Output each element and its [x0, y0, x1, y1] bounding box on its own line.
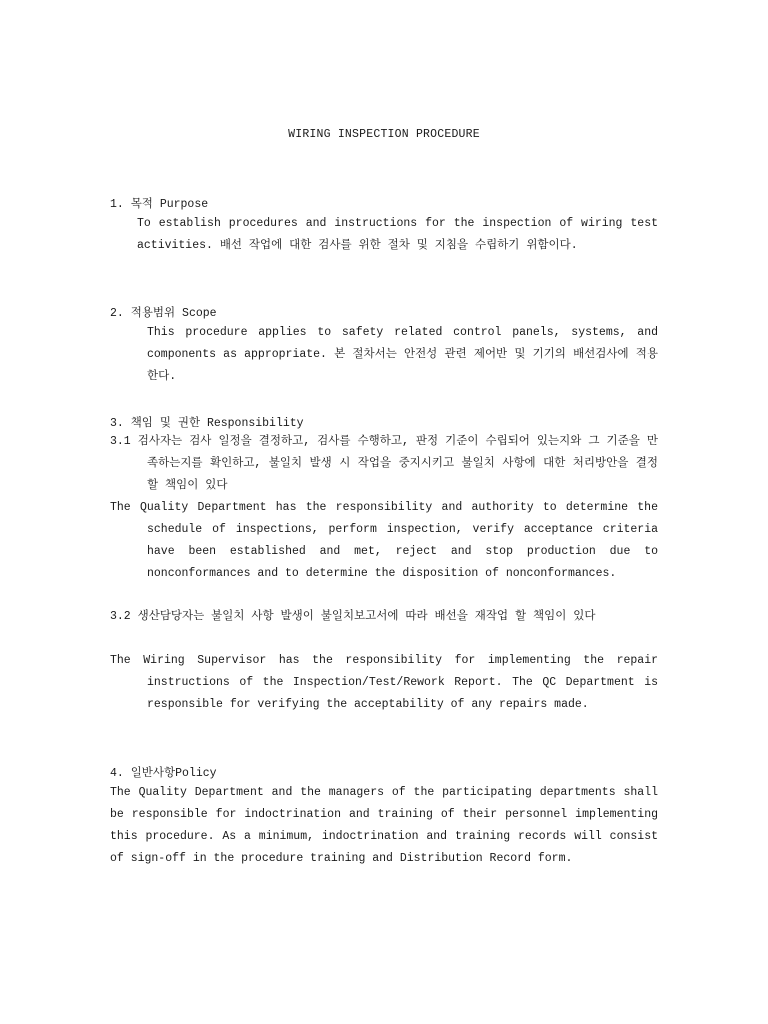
responsibility-item-3-1-english: The Quality Department has the responsibility and authority to determine the schedule of inspections, perform inspection, verify acceptance criteria have been established and met, reject and stop production due to nonconformances and to determine the disposition of nonconformances.	[110, 501, 658, 580]
section-body-policy: The Quality Department and the managers of the participating departments shall be responsible for indoctrination and training of their personnel implementing this procedure. As a minimum, indoctrination and training records will consist of sign-off in the procedure training and Distribution Record form.	[110, 786, 658, 865]
responsibility-item-3-2: 3.2 생산담당자는 불일치 사항 발생이 불일치보고서에 따라 배선을 재작업 할 책임이 있다	[110, 610, 596, 623]
section-body-purpose: To establish procedures and instructions for the inspection of wiring test activities. 배선 작업에 대한 검사를 위한 절차 및 지침을 수립하기 위함이다.	[137, 217, 658, 252]
document-title: WIRING INSPECTION PROCEDURE	[288, 128, 480, 141]
responsibility-item-3-1: 3.1 검사자는 검사 일정을 결정하고, 검사를 수행하고, 판정 기준이 수립되어 있는지와 그 기준을 만족하는지를 확인하고, 불일치 발생 시 작업을 중지시키고 불일치 사항에 대한 처리방안을 결정할 책임이 있다	[110, 435, 658, 492]
section-body-scope: This procedure applies to safety related control panels, systems, and components as appropriate. 본 절차서는 안전성 관련 제어반 및 기기의 배선검사에 적용한다.	[147, 326, 658, 383]
responsibility-item-3-2-english: The Wiring Supervisor has the responsibility for implementing the repair instructions of the Inspection/Test/Rework Report. The QC Department is responsible for verifying the acceptability of any repairs made.	[110, 654, 658, 711]
section-heading-policy: 4. 일반사항Policy	[110, 767, 217, 780]
section-heading-purpose: 1. 목적 Purpose	[110, 198, 209, 211]
section-heading-responsibility: 3. 책임 및 권한 Responsibility	[110, 417, 304, 430]
section-heading-scope: 2. 적용범위 Scope	[110, 307, 217, 320]
